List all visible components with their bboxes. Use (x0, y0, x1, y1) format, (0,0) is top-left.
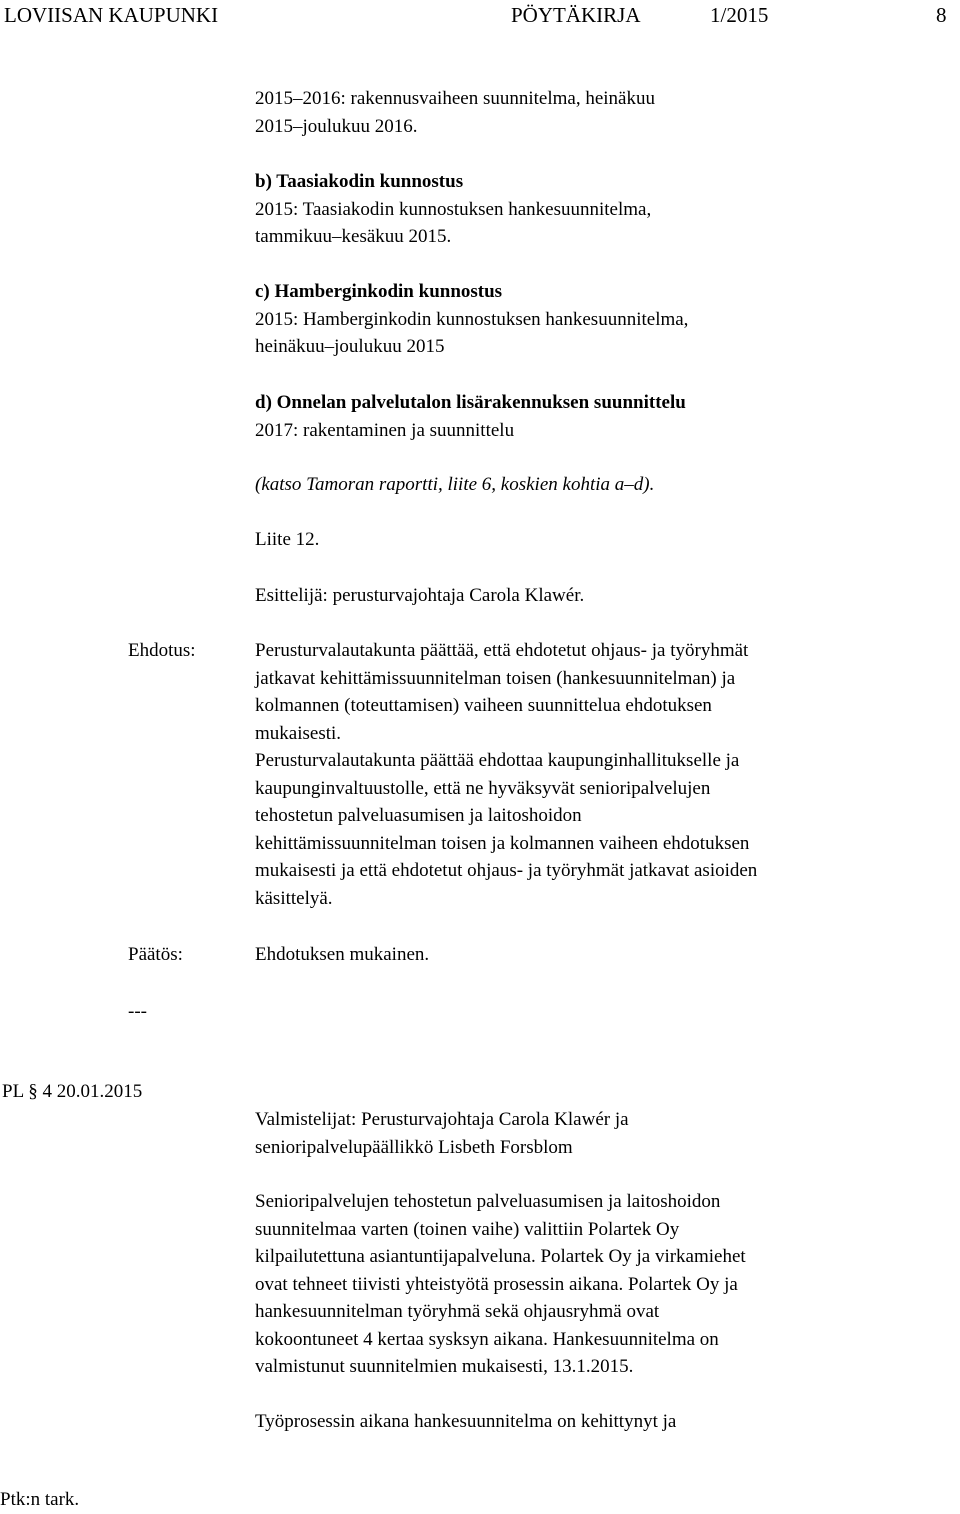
paragraph-line: kokoontuneet 4 kertaa sysksyn aikana. Hankesuunnitelma on (255, 1328, 719, 1350)
paragraph-line: valmistunut suunnitelmien mukaisesti, 13.1.2015. (255, 1356, 634, 1377)
trailing-line: Työprosessin aikana hankesuunnitelma on kehittynyt ja (255, 1411, 677, 1432)
preparers-line: Valmistelijat: Perusturvajohtaja Carola Klawér ja (255, 1109, 629, 1130)
proposal-label: Ehdotus: (128, 640, 196, 661)
decision-label: Päätös: (128, 944, 183, 965)
header-org: LOVIISAN KAUPUNKI (4, 3, 219, 27)
proposal-line: käsittelyä. (255, 887, 333, 909)
item-line: 2015: Taasiakodin kunnostuksen hankesuunnitelma, (255, 198, 652, 220)
item-line: 2015: Hamberginkodin kunnostuksen hankesuunnitelma, (255, 308, 689, 330)
intro-block (255, 85, 935, 140)
section-separator: --- (128, 1001, 147, 1022)
proposal-line: kehittämissuunnitelman toisen ja kolmannen vaiheen ehdotuksen (255, 832, 750, 854)
header-doc-type: PÖYTÄKIRJA (511, 3, 641, 27)
paragraph-line: hankesuunnitelman työryhmä sekä ohjausryhmä ovat (255, 1301, 660, 1322)
proposal-line: jatkavat kehittämissuunnitelman toisen (hankesuunnitelman) ja (255, 667, 736, 689)
paragraph-line: ovat tehneet tiivisti yhteistyötä prosessin aikana. Polartek Oy ja (255, 1273, 738, 1295)
item-line: heinäkuu–joulukuu 2015 (255, 336, 445, 357)
intro-line: 2015–2016: rakennusvaiheen suunnitelma, heinäkuu (255, 88, 655, 109)
proposal-text (255, 637, 935, 912)
item-c (255, 278, 935, 361)
footer-ptk: Ptk:n tark. (0, 1489, 80, 1510)
proposal-line: mukaisesti. (255, 722, 342, 744)
proposal-line: tehostetun palveluasumisen ja laitoshoidon (255, 805, 582, 826)
paragraph-line: Senioripalvelujen tehostetun palveluasumisen ja laitoshoidon (255, 1191, 721, 1212)
item-title: d) Onnelan palvelutalon lisärakennuksen suunnittelu (255, 392, 686, 413)
page-header (0, 2, 960, 30)
intro-line: 2015–joulukuu 2016. (255, 115, 418, 137)
item-line: 2017: rakentaminen ja suunnittelu (255, 419, 515, 441)
item-d (255, 389, 935, 444)
attachment-ref: Liite 12. (255, 529, 320, 550)
reference-note: (katso Tamoran raportti, liite 6, koskien kohtia a–d). (255, 474, 655, 495)
proposal-line: Perusturvalautakunta päättää ehdottaa kaupunginhallitukselle ja (255, 750, 740, 771)
decision-text: Ehdotuksen mukainen. (255, 944, 430, 965)
header-page-number: 8 (936, 3, 947, 27)
body-paragraph (255, 1188, 935, 1381)
preparers-line: senioripalvelupäällikkö Lisbeth Forsblom (255, 1136, 573, 1158)
presenter-line: Esittelijä: perusturvajohtaja Carola Klawér. (255, 585, 585, 606)
item-b (255, 168, 935, 251)
section-reference: PL § 4 20.01.2015 (2, 1081, 143, 1102)
item-title: c) Hamberginkodin kunnostus (255, 281, 503, 302)
paragraph-line: suunnitelmaa varten (toinen vaihe) valittiin Polartek Oy (255, 1218, 680, 1240)
header-number: 1/2015 (710, 3, 769, 27)
item-title: b) Taasiakodin kunnostus (255, 171, 464, 192)
item-line: tammikuu–kesäkuu 2015. (255, 226, 452, 247)
paragraph-line: kilpailutettuna asiantuntijapalveluna. Polartek Oy ja virkamiehet (255, 1246, 746, 1267)
proposal-line: kaupunginvaltuustolle, että ne hyväksyvät senioripalvelujen (255, 777, 711, 799)
proposal-line: mukaisesti ja että ehdotetut ohjaus- ja työryhmät jatkavat asioiden (255, 860, 758, 881)
proposal-line: kolmannen (toteuttamisen) vaiheen suunnittelua ehdotuksen (255, 695, 712, 716)
preparers-block (255, 1106, 935, 1161)
proposal-line: Perusturvalautakunta päättää, että ehdotetut ohjaus- ja työryhmät (255, 640, 749, 661)
